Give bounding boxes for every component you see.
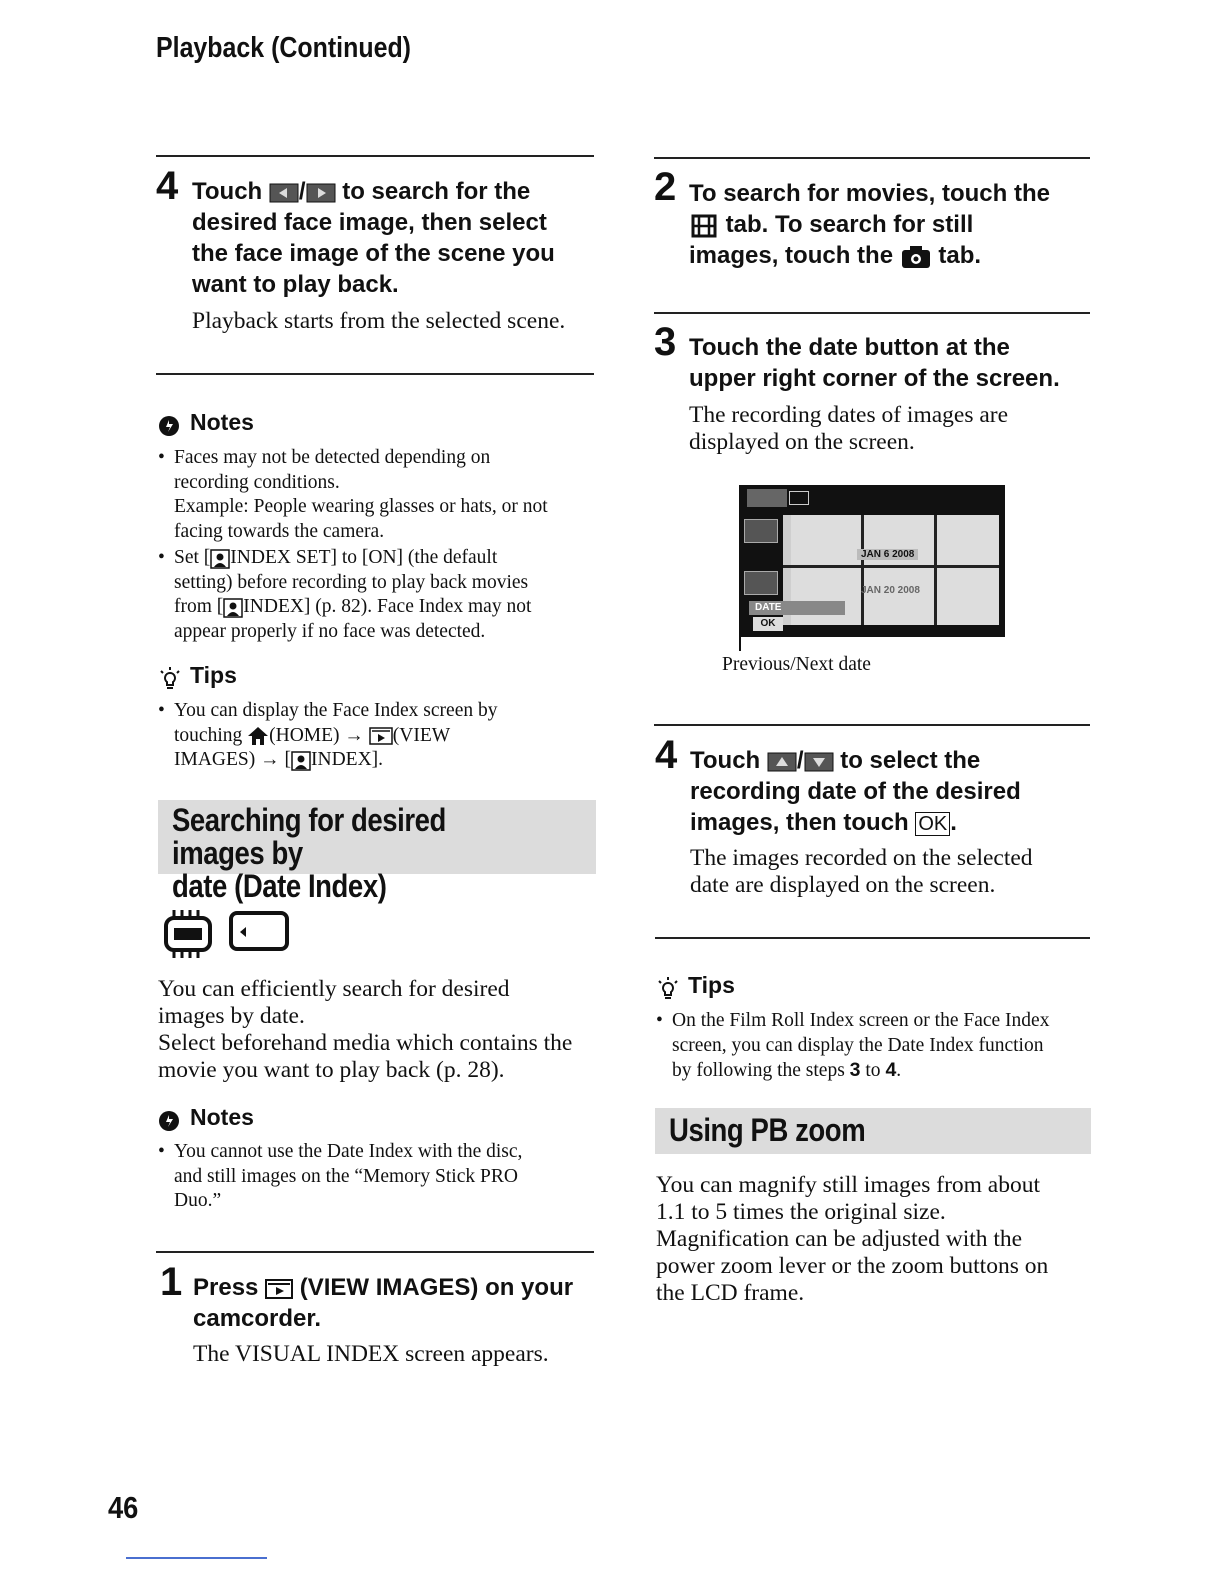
notes-list — [158, 1140, 598, 1216]
page-header: Playback (Continued) — [156, 32, 411, 64]
step-number: 4 — [156, 164, 179, 208]
notes-list — [158, 446, 598, 646]
screen-tab-bar — [747, 489, 787, 507]
ok-button-icon: OK — [915, 812, 950, 836]
previous-date-button[interactable] — [744, 519, 778, 543]
step-4-heading: Touch / to select the recording date of the desired images, then touch OK . — [690, 747, 1021, 836]
tips-list — [158, 699, 598, 775]
screen-caption: Previous/Next date — [722, 654, 871, 675]
list-item: • You cannot use the Date Index with the disc, and still images on the “Memory Stick PRO Duo.” — [158, 1140, 598, 1214]
section-title: Searching for desired images by — [172, 802, 446, 871]
previous-page-icon — [767, 752, 797, 772]
ok-button[interactable]: OK — [753, 617, 783, 631]
callout-line — [739, 527, 741, 651]
divider — [655, 937, 1090, 939]
step-3-description: The recording dates of images are displayed on the screen. — [689, 402, 1009, 455]
grid-divider — [783, 565, 999, 568]
section-title: date (Date Index) — [172, 868, 387, 904]
list-item: • Set [ INDEX SET] to [ON] (the default setting) before recording to play back movies from [ INDEX] (p. 82). Face Index may not appear properly if no face was detected. — [158, 546, 598, 644]
step-1-description: The VISUAL INDEX screen appears. — [193, 1341, 549, 1367]
face-index-icon — [223, 598, 243, 618]
home-icon — [247, 726, 269, 746]
step-4-heading: Touch / to search for the desired face image, then select the face image of the scene you want to play back. — [192, 178, 555, 298]
next-page-icon — [306, 183, 336, 203]
step-number: 1 — [160, 1260, 183, 1304]
intro-paragraph: You can efficiently search for desired images by date. Select beforehand media which contains the movie you want to play back (p. 28). — [158, 976, 573, 1083]
step-4-description: The images recorded on the selected date are displayed on the screen. — [690, 845, 1033, 898]
notes-icon — [158, 1110, 180, 1132]
step-number: 2 — [654, 165, 677, 209]
face-index-icon — [210, 549, 230, 569]
page-number: 46 — [108, 1490, 139, 1525]
step-2-heading: To search for movies, touch the tab. To search for still images, touch the tab. — [689, 180, 1050, 269]
list-item: • On the Film Roll Index screen or the Face Index screen, you can display the Date Index function by following the steps 3 to 4. — [656, 1009, 1101, 1084]
next-page-icon — [804, 752, 834, 772]
memory-stick-icon — [228, 910, 290, 954]
internal-memory-icon — [160, 908, 216, 960]
film-roll-icon — [689, 214, 719, 238]
section-banner — [158, 800, 596, 904]
tips-lightbulb-icon — [158, 667, 182, 691]
screen-tab — [789, 491, 809, 505]
step-3-heading: Touch the date button at the upper right corner of the screen. — [689, 334, 1060, 392]
view-images-icon — [369, 727, 393, 745]
footer-rule — [126, 1557, 267, 1559]
divider — [156, 373, 594, 375]
notes-heading: Notes — [158, 1104, 254, 1132]
camera-icon — [900, 245, 932, 269]
notes-heading: Notes — [158, 409, 254, 437]
step-number: 4 — [655, 733, 678, 777]
tips-lightbulb-icon — [656, 977, 680, 1001]
date-button[interactable]: DATE — [749, 601, 845, 615]
section-title: Using PB zoom — [669, 1112, 866, 1148]
date-label: JAN 6 2008 — [857, 549, 918, 560]
divider — [654, 724, 1090, 726]
divider — [156, 155, 594, 157]
list-item: • Faces may not be detected depending on recording conditions. Example: People wearing glasses or hats, or not facing towards the camera. — [158, 446, 598, 544]
zoom-paragraph: You can magnify still images from about 1.1 to 5 times the original size. Magnification can be adjusted with the power zoom lever or the zoom buttons on the LCD frame. — [656, 1172, 1049, 1306]
tips-list — [656, 1009, 1101, 1086]
divider — [654, 312, 1090, 314]
divider — [654, 157, 1090, 159]
step-1-heading: Press (VIEW IMAGES) on your camcorder. — [193, 1274, 574, 1332]
lcd-screen-illustration — [739, 485, 1005, 637]
list-item: • You can display the Face Index screen by touching (HOME) → (VIEW IMAGES) → [ INDEX]. — [158, 699, 598, 773]
view-images-icon — [265, 1279, 293, 1299]
face-index-icon — [291, 751, 311, 771]
next-date-button[interactable] — [744, 571, 778, 595]
divider — [156, 1251, 594, 1253]
section-banner — [655, 1108, 1091, 1154]
tips-heading: Tips — [158, 662, 237, 691]
step-4-description: Playback starts from the selected scene. — [192, 308, 566, 334]
tips-heading: Tips — [656, 972, 735, 1001]
previous-page-icon — [269, 183, 299, 203]
notes-icon — [158, 415, 180, 437]
step-number: 3 — [654, 320, 677, 364]
date-label: JAN 20 2008 — [861, 585, 920, 596]
